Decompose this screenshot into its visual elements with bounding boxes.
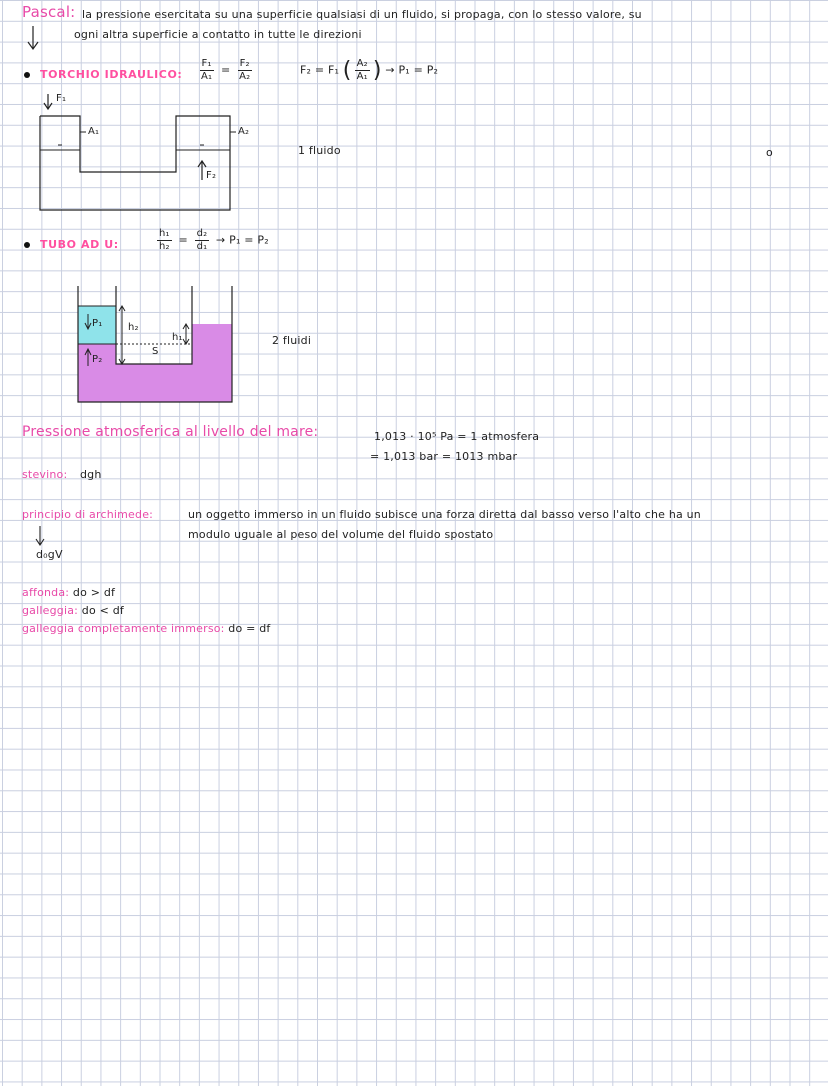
hydraulic-press-diagram [36, 92, 266, 214]
torchio-heading: TORCHIO IDRAULICO: [40, 68, 183, 81]
fraction: $\frac{\text{F₂}}{\text{A₂}}$ [239, 58, 251, 82]
pressione-title: Pressione atmosferica al livello del mare: [22, 424, 319, 440]
archimede-label: principio di archimede: [22, 508, 154, 521]
torchio-formula: $\frac{\text{F₁}}{\text{A₁}}$ = $\frac{\text{F₂}}{\text{A₂}}$ [201, 58, 251, 82]
fraction: $\frac{\text{d₂}}{\text{d₁}}$ [196, 228, 208, 252]
condition-affonda: affonda: do > df [22, 586, 116, 599]
fluid-label-1: 1 fluido [298, 144, 341, 157]
torchio-formula-f2: F₂ = F₁ ( $\frac{\text{A₂}}{\text{A₁}}$ ) → P₁ = P₂ [300, 58, 439, 83]
condition-galleggia: galleggia: do < df [22, 604, 124, 617]
bullet-dot [24, 72, 30, 78]
force-f2-label: F₂ [206, 170, 217, 181]
area-a2-label: A₂ [238, 126, 250, 137]
pressione-value-1: 1,013 · 10⁵ Pa = 1 atmosfera [374, 430, 540, 443]
archimede-formula: d₀gV [36, 548, 63, 561]
surface-s-label: S [152, 346, 159, 357]
stray-mark: o [766, 146, 773, 159]
condition-galleggia-immerso: galleggia completamente immerso: do = df [22, 622, 271, 635]
archimede-line-1: un oggetto immerso in un fluido subisce una forza diretta dal basso verso l'alto che ha un [188, 508, 701, 521]
stevino-formula: dgh [80, 468, 102, 481]
area-a1-label: A₁ [88, 126, 100, 137]
tubo-formula: $\frac{\text{h₁}}{\text{h₂}}$ = $\frac{\text{d₂}}{\text{d₁}}$ → P₁ = P₂ [159, 228, 269, 252]
pressione-value-2: = 1,013 bar = 1013 mbar [370, 450, 518, 463]
fraction: $\frac{\text{h₁}}{\text{h₂}}$ [159, 228, 170, 252]
archimede-line-2: modulo uguale al peso del volume del fluido spostato [188, 528, 494, 541]
down-arrow-icon [26, 24, 40, 52]
force-f1-label: F₁ [56, 93, 67, 104]
height-h2-label: h₂ [128, 322, 139, 333]
pascal-line-2: ogni altra superficie a contatto in tutte le direzioni [74, 28, 362, 41]
u-tube-diagram [70, 284, 240, 406]
stevino-label: stevino: [22, 468, 68, 481]
pascal-title: Pascal: [22, 3, 76, 21]
fraction: $\frac{\text{A₂}}{\text{A₁}}$ [356, 58, 368, 82]
height-h1-label: h₁ [172, 332, 183, 343]
down-arrow-icon [34, 524, 46, 548]
pascal-line-1: la pressione esercitata su una superficie qualsiasi di un fluido, si propaga, con lo stesso valore, su [82, 8, 642, 21]
fraction: $\frac{\text{F₁}}{\text{A₁}}$ [201, 58, 213, 82]
pressure-p2-label: P₂ [92, 354, 103, 365]
fluid-label-2: 2 fluidi [272, 334, 312, 347]
tubo-heading: TUBO AD U: [40, 238, 119, 251]
bullet-dot [24, 242, 30, 248]
pressure-p1-label: P₁ [92, 318, 103, 329]
